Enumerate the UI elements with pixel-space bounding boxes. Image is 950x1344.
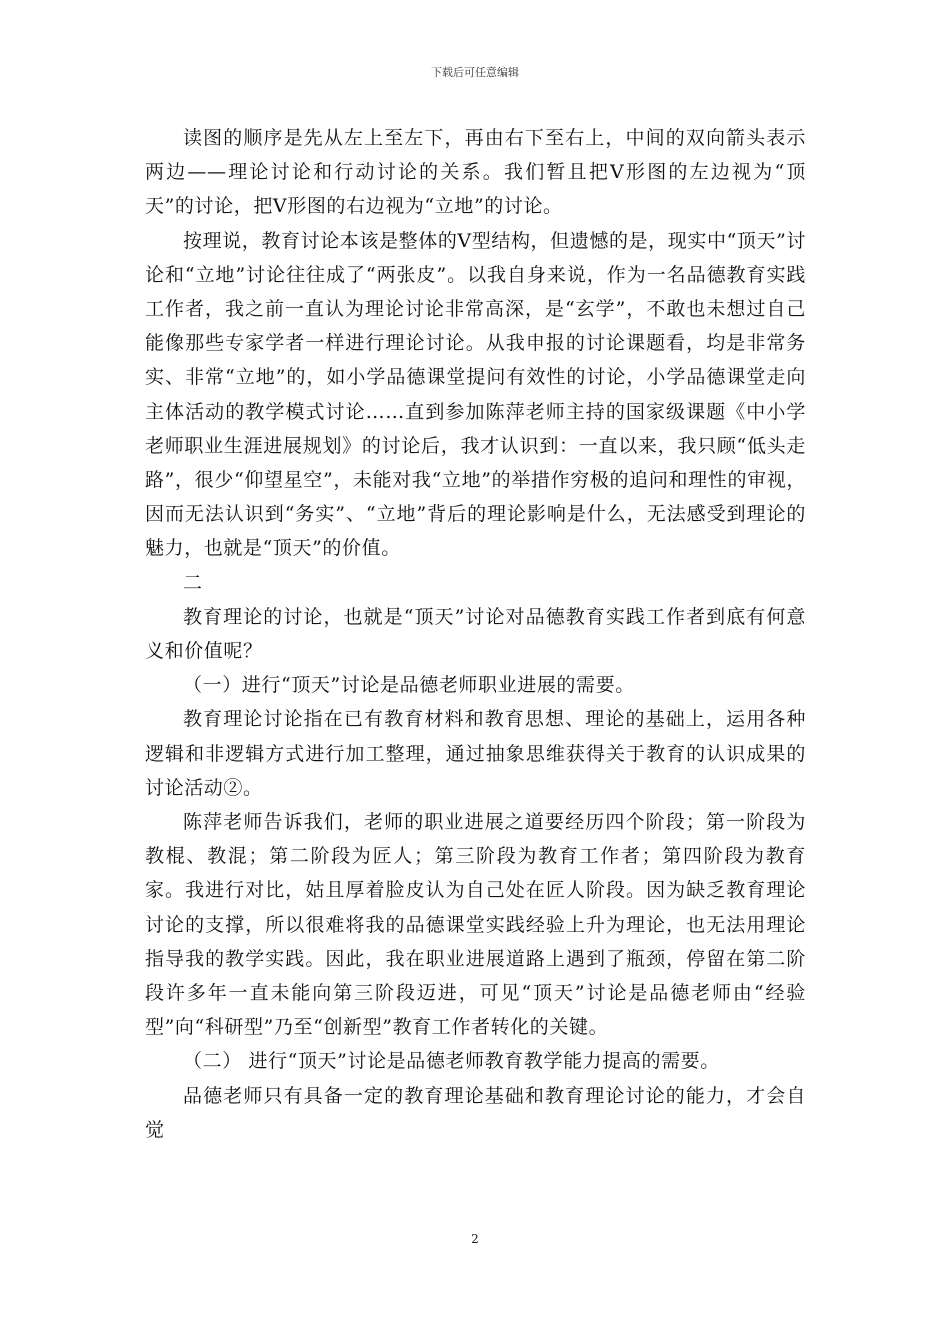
- page-number: 2: [471, 1232, 479, 1246]
- section-heading-two: 二: [183, 571, 203, 594]
- paragraph-ability: 品德老师只有具备一定的教育理论基础和教育理论讨论的能力，才会自觉: [145, 1084, 806, 1141]
- subheading-two: （二） 进行“顶天”讨论是品德老师教育教学能力提高的需要。: [183, 1050, 720, 1073]
- paragraph-v-diagram-reading: 读图的顺序是先从左上至左下，再由右下至右上，中间的双向箭头表示两边——理论讨论和行动讨论的关系。我们暂且把Ⅴ形图的左边视为“顶天”的讨论，把Ⅴ形图的右边视为“立地”的讨论。: [145, 127, 806, 218]
- paragraph-four-stages: 陈萍老师告诉我们，老师的职业进展之道要经历四个阶段；第一阶段为教棍、教混；第二阶段为匠人；第三阶段为教育工作者；第四阶段为教育家。我进行对比，姑且厚着脸皮认为自己处在匠人阶段。因为缺乏教育理论讨论的支撑，所以很难将我的品德课堂实践经验上升为理论，也无法用理论指导我的教学实践。因此，我在职业进展道路上遇到了瓶颈，停留在第二阶段许多年一直未能向第三阶段迈进，可见“顶天”讨论是品德老师由“经验型”向“科研型”乃至“创新型”教育工作者转化的关键。: [145, 811, 806, 1039]
- paragraph-question: 教育理论的讨论，也就是“顶天”讨论对品德教育实践工作者到底有何意义和价值呢？: [145, 605, 806, 663]
- page-header: 下载后可任意编辑: [431, 66, 519, 79]
- paragraph-two-skins: 按理说，教育讨论本该是整体的Ⅴ型结构，但遗憾的是，现实中“顶天”讨论和“立地”讨论往往成了“两张皮”。以我自身来说，作为一名品德教育实践工作者，我之前一直认为理论讨论非常高深，是“玄学”，不敢也未想过自己能像那些专家学者一样进行理论讨论。从我申报的讨论课题看，均是非常务实、非常“立地”的，如小学品德课堂提问有效性的讨论，小学品德课堂走向主体活动的教学模式讨论……直到参加陈萍老师主持的国家级课题《中小学老师职业生涯进展规划》的讨论后，我才认识到：一直以来，我只顾“低头走路”，很少“仰望星空”，未能对我“立地”的举措作穷极的追问和理性的审视，因而无法认识到“务实”、“立地”背后的理论影响是什么，无法感受到理论的魅力，也就是“顶天”的价值。: [145, 229, 806, 560]
- document-body: [145, 121, 806, 1147]
- subheading-one: （一）进行“顶天”讨论是品德老师职业进展的需要。: [183, 674, 635, 697]
- paragraph-definition: 教育理论讨论指在已有教育材料和教育思想、理论的基础上，运用各种逻辑和非逻辑方式进行加工整理，通过抽象思维获得关于教育的认识成果的讨论活动②。: [145, 708, 806, 799]
